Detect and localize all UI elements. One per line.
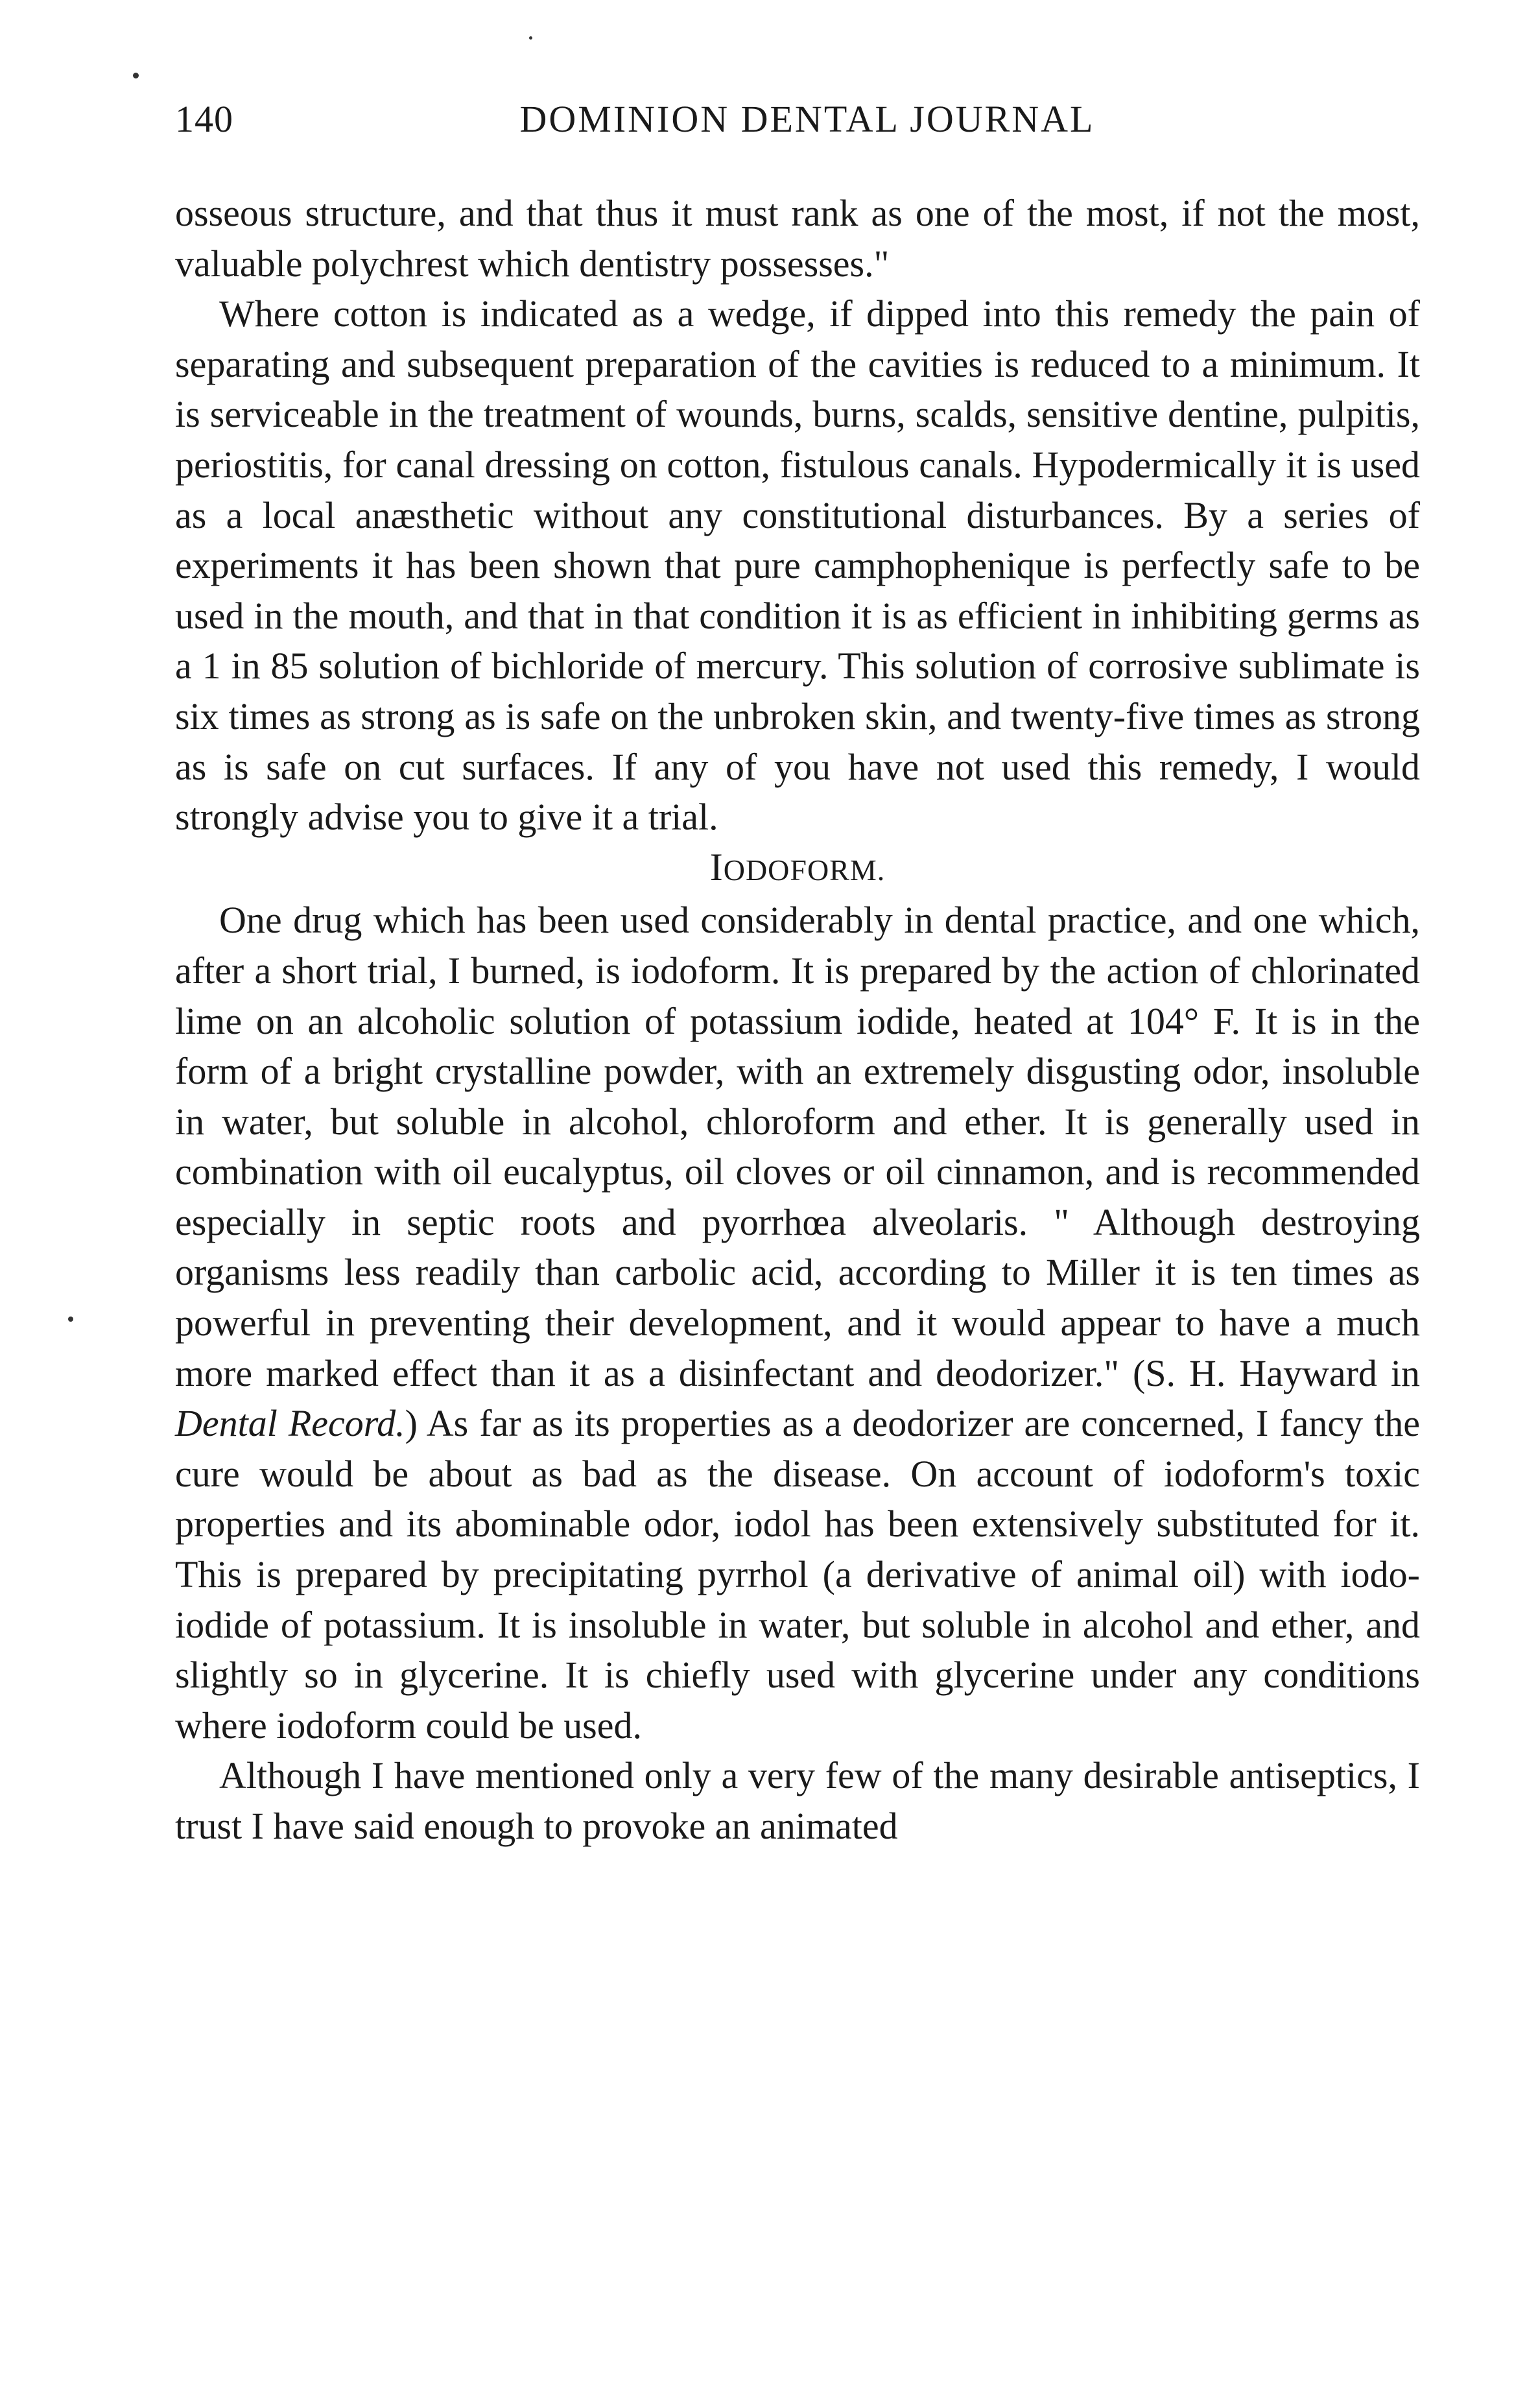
iodoform-text-start: One drug which has been used considerably in dental practice, and one which, after a short trial, I burned, is iodoform. It is prepared by the action of chlorinated lime on an alcoholic solution of potassium iodide, heated at 104° F. It is in the form of a bright crystalline powder, with an extremely disgusting odor, insoluble in water, but soluble in alcohol, chloroform and ether. It is generally used in combination with oil eucalyptus, oil cloves or oil cinnamon, and is recommended especially in septic roots and pyorrhœa alveolaris. " Although destroying organisms less readily than carbolic acid, according to Miller it is ten times as powerful in preventing their development, and it would appear to have a much more marked effect than it as a disinfectant and deodorizer." (S. H. Hayward in <box>175 899 1420 1394</box>
body-text <box>175 188 1420 1852</box>
running-head <box>175 97 1439 156</box>
print-speck <box>529 36 532 40</box>
paragraph-closing: Although I have mentioned only a very few of the many desirable antiseptics, I trust I have said enough to provoke an animated <box>175 1754 1420 1847</box>
heading-rest: ODOFORM. <box>723 853 886 887</box>
journal-citation: Dental Record. <box>175 1402 405 1445</box>
print-speck <box>133 73 139 78</box>
section-heading-iodoform <box>175 842 1420 896</box>
heading-initial: I <box>709 845 724 888</box>
paragraph-continuation: osseous structure, and that thus it must rank as one of the most, if not the most, valuable polychrest which dentistry possesses." <box>175 192 1420 285</box>
print-speck <box>68 1317 73 1322</box>
journal-title: DOMINION DENTAL JOURNAL <box>519 98 1095 140</box>
paragraph-iodoform <box>175 895 1420 1750</box>
page-number: 140 <box>175 98 233 140</box>
paragraph-cotton: Where cotton is indicated as a wedge, if dipped into this remedy the pain of separating and subsequent preparation of the cavities is reduced to a minimum. It is serviceable in the treatment of wounds, burns, scalds, sensitive dentine, pulpitis, periostitis, for canal dressing on cotton, fistulous canals. Hypodermically it is used as a local anæsthetic without any constitutional disturbances. By a series of experiments it has been shown that pure camphophenique is perfectly safe to be used in the mouth, and that in that condition it is as efficient in inhibiting germs as a 1 in 85 solution of bichloride of mercury. This solution of corrosive sublimate is six times as strong as is safe on the unbroken skin, and twenty-five times as strong as is safe on cut surfaces. If any of you have not used this remedy, I would strongly advise you to give it a trial. <box>175 292 1420 839</box>
iodoform-text-end: ) As far as its properties as a deodorizer are concerned, I fancy the cure would be about as bad as the disease. On account of iodoform's toxic properties and its abominable odor, iodol has been extensively substituted for it. This is prepared by precipitating pyrrhol (a derivative of animal oil) with iodo-iodide of potassium. It is insoluble in water, but soluble in alcohol and ether, and slightly so in glycerine. It is chiefly used with glycerine under any conditions where iodoform could be used. <box>175 1402 1420 1746</box>
